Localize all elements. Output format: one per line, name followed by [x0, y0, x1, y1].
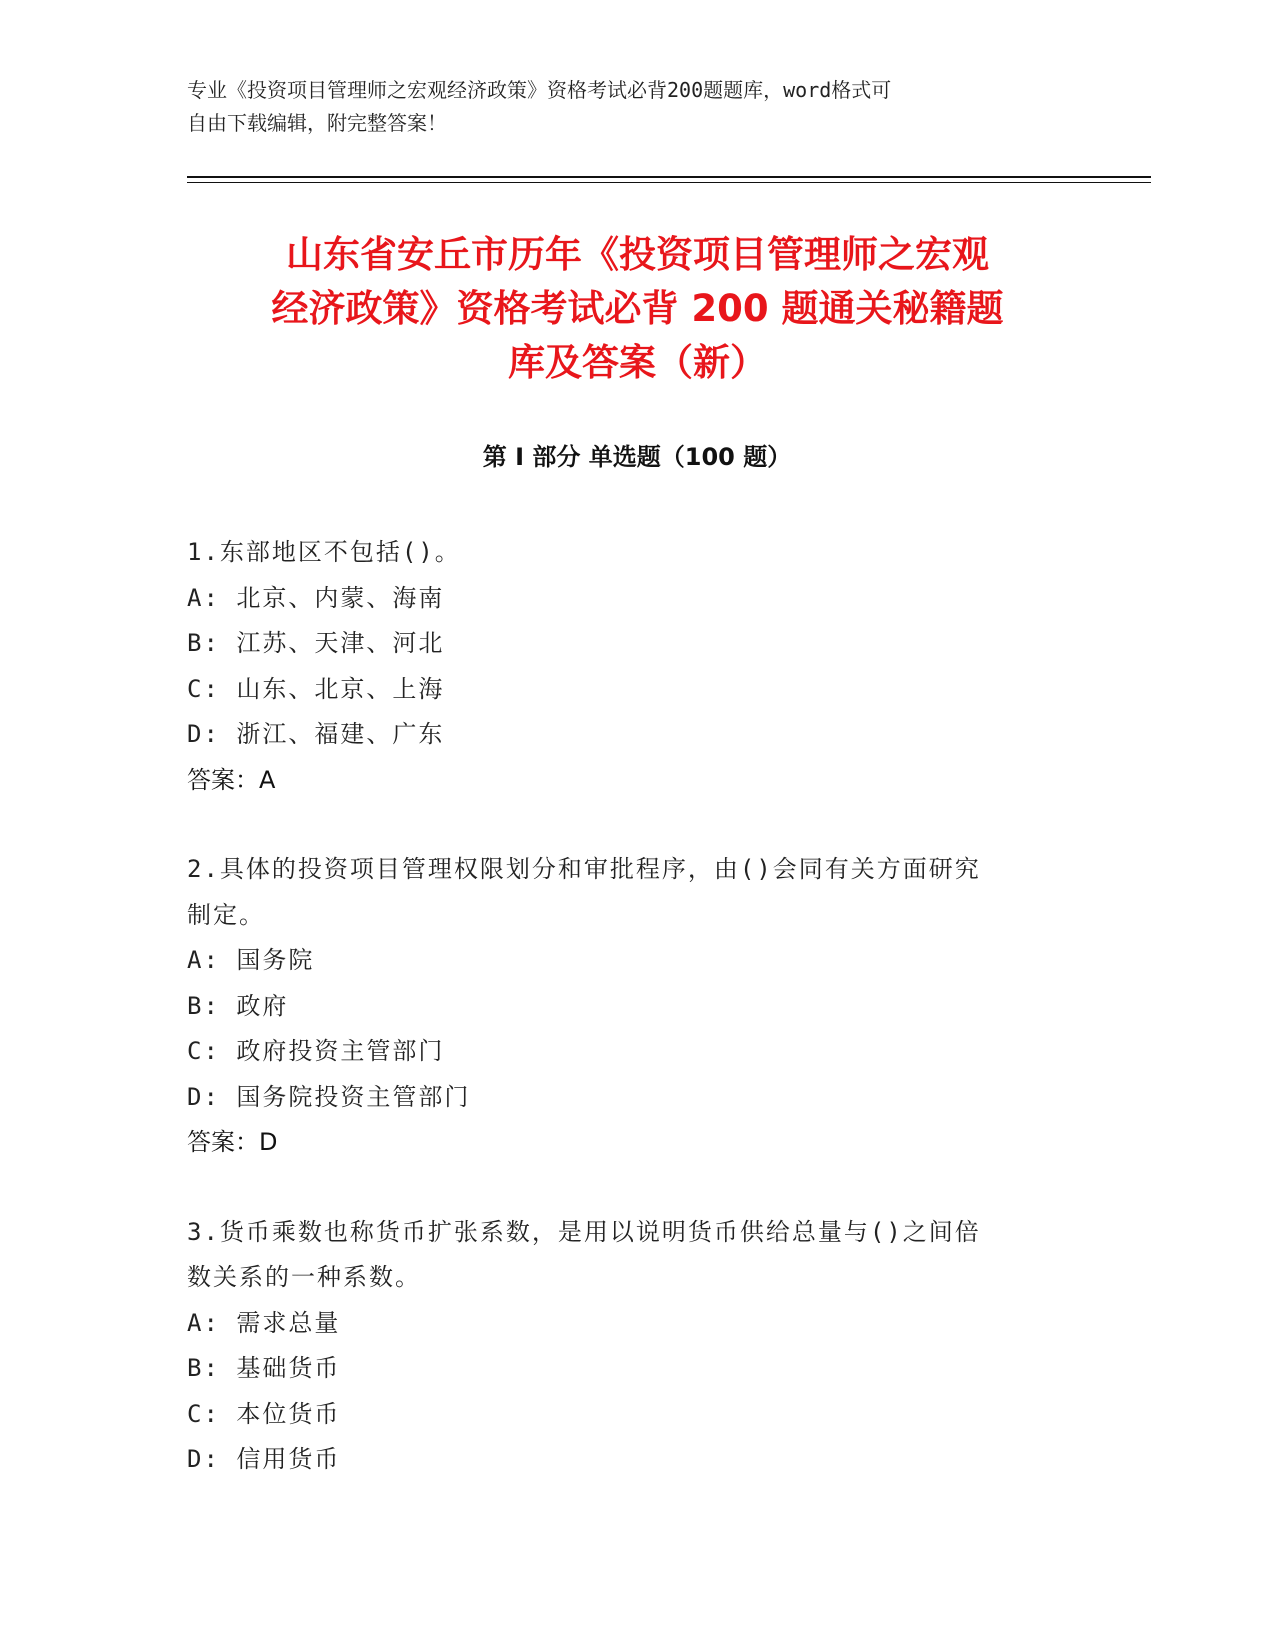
- option-d: D: 浙江、福建、广东: [187, 720, 445, 748]
- question-item: [187, 1210, 1067, 1483]
- header-line-1: 专业《投资项目管理师之宏观经济政策》资格考试必背200题题库，word格式可: [187, 78, 892, 102]
- answer-label: 答案：A: [187, 765, 276, 794]
- option-c: C: 本位货币: [187, 1399, 341, 1428]
- option-b: B: 政府: [187, 991, 289, 1020]
- question-stem: 2.具体的投资项目管理权限划分和审批程序，由()会同有关方面研究: [187, 855, 981, 883]
- option-b: B: 基础货币: [187, 1354, 341, 1382]
- section-heading: 第 I 部分 单选题（100 题）: [482, 443, 792, 471]
- question-stem-continued: 制定。: [187, 900, 265, 929]
- title-line-3: 库及答案（新）: [508, 341, 767, 384]
- option-b: B: 江苏、天津、河北: [187, 629, 445, 657]
- title-line-2: 经济政策》资格考试必背 200 题通关秘籍题: [271, 287, 1004, 330]
- question-item: [187, 847, 1067, 1166]
- question-list: [187, 530, 1067, 1527]
- option-d: D: 信用货币: [187, 1445, 341, 1473]
- answer-label: 答案：D: [187, 1128, 278, 1156]
- header-divider-thin: [187, 182, 1151, 183]
- option-a: A: 北京、内蒙、海南: [187, 583, 445, 612]
- question-stem: 3.货币乘数也称货币扩张系数，是用以说明货币供给总量与()之间倍: [187, 1217, 981, 1246]
- option-c: C: 山东、北京、上海: [187, 674, 445, 703]
- document-title: [180, 228, 1095, 390]
- header-divider-thick: [187, 176, 1151, 178]
- option-a: A: 需求总量: [187, 1308, 341, 1337]
- option-c: C: 政府投资主管部门: [187, 1037, 445, 1065]
- title-line-1: 山东省安丘市历年《投资项目管理师之宏观: [286, 233, 989, 276]
- question-stem-continued: 数关系的一种系数。: [187, 1263, 421, 1291]
- document-header: [187, 74, 1087, 140]
- question-stem: 1.东部地区不包括()。: [187, 538, 461, 566]
- option-a: A: 国务院: [187, 946, 315, 974]
- question-item: [187, 530, 1067, 803]
- header-line-2: 自由下载编辑，附完整答案！: [187, 111, 447, 135]
- option-d: D: 国务院投资主管部门: [187, 1082, 471, 1111]
